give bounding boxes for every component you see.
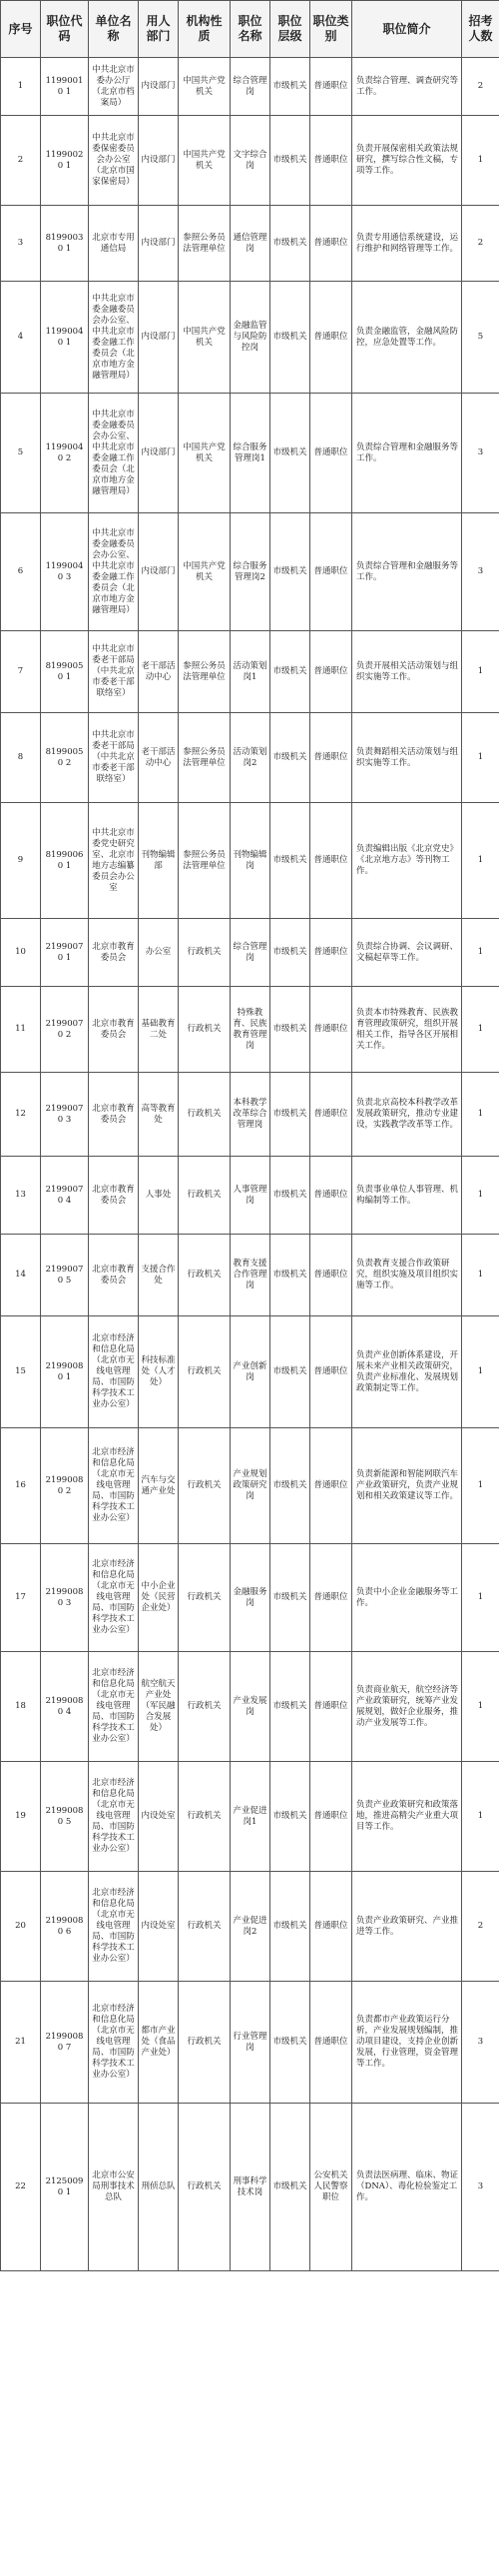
cell-type: 普通职位 [310, 1073, 352, 1157]
table-row [1, 58, 499, 116]
cell-dept: 办公室 [139, 919, 179, 987]
cell-no: 13 [1, 1157, 41, 1235]
cell-no: 11 [1, 987, 41, 1073]
table-row [1, 116, 499, 206]
cell-unit: 中共北京市委办公厅（北京市档案局） [89, 58, 139, 116]
cell-code: 11990040 2 [41, 394, 89, 513]
cell-post: 金融监管与风险防控岗 [231, 282, 270, 394]
cell-dept: 内设部门 [139, 58, 179, 116]
cell-desc: 负责事业单位人事管理、机构编制等工作。 [352, 1157, 462, 1235]
cell-count: 1 [462, 1428, 499, 1544]
cell-nature: 参照公务员法管理单位 [179, 713, 231, 803]
cell-desc: 负责舞蹈相关活动策划与组织实施等工作。 [352, 713, 462, 803]
cell-nature: 参照公务员法管理单位 [179, 631, 231, 713]
cell-code: 11990040 1 [41, 282, 89, 394]
table-header-row [1, 1, 499, 58]
cell-code: 11990020 1 [41, 116, 89, 206]
table-row [1, 206, 499, 282]
cell-no: 16 [1, 1428, 41, 1544]
cell-no: 10 [1, 919, 41, 987]
cell-unit: 北京市教育委员会 [89, 1235, 139, 1316]
cell-no: 15 [1, 1316, 41, 1428]
cell-no: 5 [1, 394, 41, 513]
cell-code: 21990080 4 [41, 1652, 89, 1762]
cell-count: 1 [462, 116, 499, 206]
cell-unit: 北京市经济和信息化局（北京市无线电管理局、市国防科学技术工业办公室） [89, 1982, 139, 2104]
cell-post: 金融服务岗 [231, 1544, 270, 1652]
header-col-post: 职位名称 [231, 1, 270, 58]
cell-type: 普通职位 [310, 1428, 352, 1544]
cell-level: 市级机关 [270, 1762, 310, 1872]
table-row [1, 1235, 499, 1316]
table-row [1, 1157, 499, 1235]
cell-nature: 行政机关 [179, 919, 231, 987]
cell-type: 普通职位 [310, 1157, 352, 1235]
cell-type: 普通职位 [310, 1235, 352, 1316]
table-row [1, 1872, 499, 1982]
table-row [1, 919, 499, 987]
cell-count: 1 [462, 631, 499, 713]
cell-desc: 负责本市特殊教育、民族教育管理政策研究，组织开展相关工作，指导各区开展相关工作。 [352, 987, 462, 1073]
cell-type: 普通职位 [310, 206, 352, 282]
cell-nature: 参照公务员法管理单位 [179, 803, 231, 919]
cell-type: 普通职位 [310, 282, 352, 394]
cell-type: 普通职位 [310, 58, 352, 116]
cell-unit: 北京市经济和信息化局（北京市无线电管理局、市国防科学技术工业办公室） [89, 1652, 139, 1762]
header-col-no: 序号 [1, 1, 41, 58]
cell-level: 市级机关 [270, 116, 310, 206]
cell-post: 行业管理岗 [231, 1982, 270, 2104]
cell-count: 1 [462, 1157, 499, 1235]
cell-code: 21990080 3 [41, 1544, 89, 1652]
cell-no: 4 [1, 282, 41, 394]
cell-code: 81990060 1 [41, 803, 89, 919]
cell-nature: 行政机关 [179, 987, 231, 1073]
cell-unit: 北京市教育委员会 [89, 1157, 139, 1235]
cell-unit: 北京市教育委员会 [89, 987, 139, 1073]
table-row [1, 282, 499, 394]
cell-level: 市级机关 [270, 2104, 310, 2271]
cell-unit: 中共北京市委老干部局（中共北京市委老干部联络室） [89, 631, 139, 713]
cell-count: 1 [462, 1316, 499, 1428]
cell-dept: 内设处室 [139, 1762, 179, 1872]
cell-desc: 负责综合协调、会议调研、文稿起草等工作。 [352, 919, 462, 987]
table-row [1, 1073, 499, 1157]
cell-nature: 行政机关 [179, 1982, 231, 2104]
cell-code: 21250090 1 [41, 2104, 89, 2271]
cell-level: 市级机关 [270, 1157, 310, 1235]
cell-count: 1 [462, 1762, 499, 1872]
cell-code: 21990070 2 [41, 987, 89, 1073]
cell-unit: 北京市经济和信息化局（北京市无线电管理局、市国防科学技术工业办公室） [89, 1762, 139, 1872]
cell-unit: 中共北京市委保密委员会办公室（北京市国家保密局） [89, 116, 139, 206]
cell-nature: 中国共产党机关 [179, 116, 231, 206]
cell-count: 3 [462, 2104, 499, 2271]
cell-nature: 中国共产党机关 [179, 513, 231, 631]
cell-type: 普通职位 [310, 1652, 352, 1762]
cell-level: 市级机关 [270, 1652, 310, 1762]
header-col-unit: 单位名称 [89, 1, 139, 58]
cell-desc: 负责综合管理和金融服务等工作。 [352, 394, 462, 513]
cell-desc: 负责金融监管，金融风险防控，应急处置等工作。 [352, 282, 462, 394]
cell-dept: 老干部活动中心 [139, 631, 179, 713]
cell-unit: 北京市经济和信息化局（北京市无线电管理局、市国防科学技术工业办公室） [89, 1316, 139, 1428]
table-row [1, 987, 499, 1073]
cell-type: 普通职位 [310, 394, 352, 513]
cell-post: 通信管理岗 [231, 206, 270, 282]
cell-post: 刊物编辑岗 [231, 803, 270, 919]
cell-count: 1 [462, 987, 499, 1073]
cell-level: 市级机关 [270, 58, 310, 116]
cell-count: 5 [462, 282, 499, 394]
cell-post: 本科教学改革综合管理岗 [231, 1073, 270, 1157]
cell-no: 14 [1, 1235, 41, 1316]
cell-post: 综合服务管理岗1 [231, 394, 270, 513]
cell-post: 综合管理岗 [231, 919, 270, 987]
cell-type: 普通职位 [310, 116, 352, 206]
cell-dept: 内设部门 [139, 116, 179, 206]
table-row [1, 803, 499, 919]
cell-type: 普通职位 [310, 631, 352, 713]
cell-code: 21990070 3 [41, 1073, 89, 1157]
cell-desc: 负责法医病理、临床、物证（DNA）、毒化检验鉴定工作。 [352, 2104, 462, 2271]
cell-dept: 内设部门 [139, 513, 179, 631]
cell-dept: 中小企业处（民营企业处） [139, 1544, 179, 1652]
cell-unit: 北京市教育委员会 [89, 1073, 139, 1157]
cell-no: 22 [1, 2104, 41, 2271]
cell-level: 市级机关 [270, 513, 310, 631]
header-col-code: 职位代码 [41, 1, 89, 58]
cell-dept: 内设处室 [139, 1872, 179, 1982]
cell-unit: 北京市专用通信局 [89, 206, 139, 282]
cell-nature: 中国共产党机关 [179, 58, 231, 116]
header-col-count: 招考人数 [462, 1, 499, 58]
cell-nature: 行政机关 [179, 1762, 231, 1872]
cell-unit: 中共北京市委金融委员会办公室、中共北京市委金融工作委员会（北京市地方金融管理局） [89, 394, 139, 513]
table-row [1, 2104, 499, 2271]
cell-count: 3 [462, 1982, 499, 2104]
cell-count: 1 [462, 713, 499, 803]
cell-desc: 负责产业创新体系建设，开展未来产业相关政策研究，负责产业标准化、发展规划政策制定等工作。 [352, 1316, 462, 1428]
cell-dept: 老干部活动中心 [139, 713, 179, 803]
cell-nature: 行政机关 [179, 1235, 231, 1316]
cell-dept: 高等教育处 [139, 1073, 179, 1157]
cell-dept: 科技标准处（人才处） [139, 1316, 179, 1428]
cell-no: 9 [1, 803, 41, 919]
cell-nature: 行政机关 [179, 1652, 231, 1762]
cell-dept: 人事处 [139, 1157, 179, 1235]
cell-unit: 北京市教育委员会 [89, 919, 139, 987]
cell-level: 市级机关 [270, 631, 310, 713]
cell-no: 2 [1, 116, 41, 206]
cell-desc: 负责都市产业政策运行分析，产业发展规划编制，推动项目建设，支持企业创新发展，行业管理，资金管理等工作。 [352, 1982, 462, 2104]
cell-unit: 中共北京市委老干部局（中共北京市委老干部联络室） [89, 713, 139, 803]
cell-desc: 负责综合管理、调查研究等工作。 [352, 58, 462, 116]
cell-nature: 行政机关 [179, 1157, 231, 1235]
cell-type: 普通职位 [310, 1762, 352, 1872]
table-row [1, 513, 499, 631]
cell-post: 产业规划政策研究岗 [231, 1428, 270, 1544]
cell-dept: 内设部门 [139, 206, 179, 282]
cell-count: 2 [462, 58, 499, 116]
header-col-type: 职位类别 [310, 1, 352, 58]
cell-code: 21990070 5 [41, 1235, 89, 1316]
cell-post: 产业发展岗 [231, 1652, 270, 1762]
cell-desc: 负责产业政策研究、产业推进等工作。 [352, 1872, 462, 1982]
cell-nature: 行政机关 [179, 1428, 231, 1544]
cell-no: 18 [1, 1652, 41, 1762]
cell-code: 21990080 5 [41, 1762, 89, 1872]
cell-dept: 基础教育二处 [139, 987, 179, 1073]
cell-type: 普通职位 [310, 713, 352, 803]
header-col-desc: 职位简介 [352, 1, 462, 58]
cell-count: 1 [462, 1073, 499, 1157]
cell-desc: 负责综合管理和金融服务等工作。 [352, 513, 462, 631]
cell-post: 产业创新岗 [231, 1316, 270, 1428]
cell-desc: 负责开展相关活动策划与组织实施等工作。 [352, 631, 462, 713]
cell-code: 21990070 4 [41, 1157, 89, 1235]
cell-post: 教育支援合作管理岗 [231, 1235, 270, 1316]
cell-post: 活动策划岗2 [231, 713, 270, 803]
cell-level: 市级机关 [270, 803, 310, 919]
cell-level: 市级机关 [270, 1073, 310, 1157]
cell-post: 人事管理岗 [231, 1157, 270, 1235]
cell-post: 特殊教育、民族教育管理岗 [231, 987, 270, 1073]
cell-post: 产业促进岗1 [231, 1762, 270, 1872]
table-row [1, 394, 499, 513]
cell-code: 81990030 1 [41, 206, 89, 282]
cell-no: 8 [1, 713, 41, 803]
cell-type: 普通职位 [310, 919, 352, 987]
cell-level: 市级机关 [270, 1235, 310, 1316]
cell-code: 21990080 1 [41, 1316, 89, 1428]
cell-no: 12 [1, 1073, 41, 1157]
cell-dept: 汽车与交通产业处 [139, 1428, 179, 1544]
cell-level: 市级机关 [270, 1982, 310, 2104]
cell-level: 市级机关 [270, 1316, 310, 1428]
cell-post: 产业促进岗2 [231, 1872, 270, 1982]
cell-desc: 负责编辑出版《北京党史》《北京地方志》等刊物工作。 [352, 803, 462, 919]
table-row [1, 631, 499, 713]
cell-desc: 负责产业政策研究和政策落地，推进高精尖产业重大项目等工作。 [352, 1762, 462, 1872]
cell-count: 2 [462, 206, 499, 282]
table-row [1, 1428, 499, 1544]
header-col-dept: 用人部门 [139, 1, 179, 58]
cell-desc: 负责开展保密相关政策法规研究，撰写综合性文稿，专项等工作。 [352, 116, 462, 206]
cell-dept: 刑侦总队 [139, 2104, 179, 2271]
cell-unit: 北京市经济和信息化局（北京市无线电管理局、市国防科学技术工业办公室） [89, 1428, 139, 1544]
header-col-nature: 机构性质 [179, 1, 231, 58]
cell-level: 市级机关 [270, 206, 310, 282]
cell-count: 1 [462, 803, 499, 919]
cell-count: 3 [462, 513, 499, 631]
table-body [1, 58, 499, 2271]
table-row [1, 1316, 499, 1428]
cell-type: 普通职位 [310, 1544, 352, 1652]
cell-dept: 航空航天产业处（军民融合发展处） [139, 1652, 179, 1762]
cell-nature: 中国共产党机关 [179, 282, 231, 394]
cell-level: 市级机关 [270, 1872, 310, 1982]
cell-no: 1 [1, 58, 41, 116]
cell-post: 综合服务管理岗2 [231, 513, 270, 631]
header-col-level: 职位层级 [270, 1, 310, 58]
table-row [1, 1982, 499, 2104]
cell-nature: 行政机关 [179, 1316, 231, 1428]
cell-count: 1 [462, 919, 499, 987]
cell-dept: 都市产业处（食品产业处） [139, 1982, 179, 2104]
cell-nature: 行政机关 [179, 1073, 231, 1157]
cell-desc: 负责北京高校本科教学改革发展政策研究，推动专业建设，实践教学改革等工作。 [352, 1073, 462, 1157]
cell-dept: 内设部门 [139, 394, 179, 513]
cell-type: 普通职位 [310, 987, 352, 1073]
cell-unit: 北京市经济和信息化局（北京市无线电管理局、市国防科学技术工业办公室） [89, 1872, 139, 1982]
cell-level: 市级机关 [270, 282, 310, 394]
cell-level: 市级机关 [270, 1544, 310, 1652]
cell-code: 21990080 7 [41, 1982, 89, 2104]
cell-type: 普通职位 [310, 1316, 352, 1428]
table-row [1, 1652, 499, 1762]
cell-code: 81990050 1 [41, 631, 89, 713]
cell-code: 11990040 3 [41, 513, 89, 631]
cell-type: 公安机关人民警察职位 [310, 2104, 352, 2271]
cell-unit: 北京市公安局刑事技术总队 [89, 2104, 139, 2271]
cell-level: 市级机关 [270, 919, 310, 987]
cell-count: 1 [462, 1544, 499, 1652]
cell-dept: 支援合作处 [139, 1235, 179, 1316]
cell-nature: 中国共产党机关 [179, 394, 231, 513]
cell-post: 刑事科学技术岗 [231, 2104, 270, 2271]
cell-no: 7 [1, 631, 41, 713]
cell-desc: 负责专用通信系统建设，运行维护和网络管理等工作。 [352, 206, 462, 282]
cell-level: 市级机关 [270, 987, 310, 1073]
cell-level: 市级机关 [270, 1428, 310, 1544]
cell-desc: 负责商业航天，航空经济等产业政策研究，统筹产业发展规划，做好企业服务，推动产业发展等工作。 [352, 1652, 462, 1762]
cell-no: 19 [1, 1762, 41, 1872]
cell-post: 文字综合岗 [231, 116, 270, 206]
table-row [1, 1762, 499, 1872]
cell-code: 21990080 2 [41, 1428, 89, 1544]
cell-code: 81990050 2 [41, 713, 89, 803]
cell-nature: 行政机关 [179, 1544, 231, 1652]
cell-nature: 行政机关 [179, 1872, 231, 1982]
cell-dept: 内设部门 [139, 282, 179, 394]
cell-code: 21990080 6 [41, 1872, 89, 1982]
cell-level: 市级机关 [270, 394, 310, 513]
table-row [1, 713, 499, 803]
cell-desc: 负责教育支援合作政策研究，组织实施及项目组织实施等工作。 [352, 1235, 462, 1316]
cell-no: 21 [1, 1982, 41, 2104]
cell-unit: 北京市经济和信息化局（北京市无线电管理局、市国防科学技术工业办公室） [89, 1544, 139, 1652]
cell-count: 3 [462, 394, 499, 513]
cell-no: 20 [1, 1872, 41, 1982]
cell-nature: 行政机关 [179, 2104, 231, 2271]
cell-type: 普通职位 [310, 513, 352, 631]
cell-unit: 中共北京市委金融委员会办公室、中共北京市委金融工作委员会（北京市地方金融管理局） [89, 282, 139, 394]
cell-unit: 中共北京市委党史研究室、北京市地方志编纂委员会办公室 [89, 803, 139, 919]
cell-post: 综合管理岗 [231, 58, 270, 116]
cell-no: 6 [1, 513, 41, 631]
cell-no: 17 [1, 1544, 41, 1652]
cell-level: 市级机关 [270, 713, 310, 803]
cell-type: 普通职位 [310, 1982, 352, 2104]
cell-count: 2 [462, 1872, 499, 1982]
cell-type: 普通职位 [310, 1872, 352, 1982]
table-row [1, 1544, 499, 1652]
cell-no: 3 [1, 206, 41, 282]
cell-dept: 刊物编辑部 [139, 803, 179, 919]
cell-type: 普通职位 [310, 803, 352, 919]
cell-nature: 参照公务员法管理单位 [179, 206, 231, 282]
cell-post: 活动策划岗1 [231, 631, 270, 713]
cell-count: 1 [462, 1652, 499, 1762]
cell-unit: 中共北京市委金融委员会办公室、中共北京市委金融工作委员会（北京市地方金融管理局） [89, 513, 139, 631]
cell-desc: 负责中小企业金融服务等工作。 [352, 1544, 462, 1652]
cell-code: 11990010 1 [41, 58, 89, 116]
cell-code: 21990070 1 [41, 919, 89, 987]
cell-count: 1 [462, 1235, 499, 1316]
cell-desc: 负责新能源和智能网联汽车产业政策研究，负责产业规划和相关政策建议等工作。 [352, 1428, 462, 1544]
